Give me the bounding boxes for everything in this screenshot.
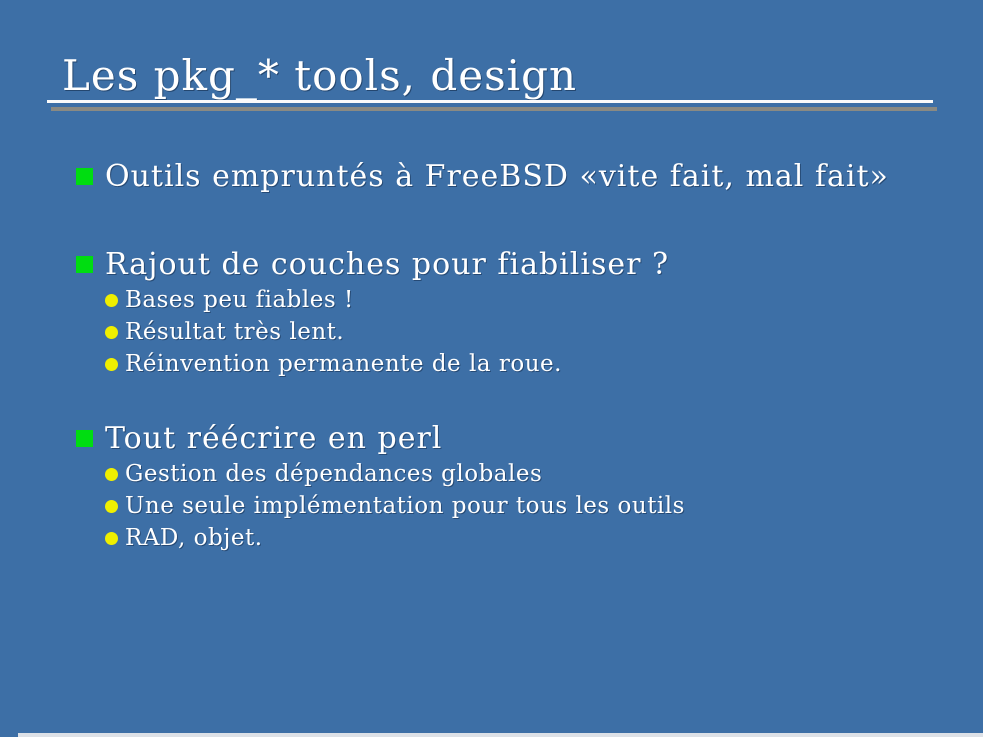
sub-bullet-label: Gestion des dépendances globales — [125, 461, 543, 487]
bullet-square-icon — [76, 256, 93, 273]
bullet-item — [76, 420, 442, 456]
bullet-dot-icon — [105, 358, 118, 371]
sub-bullet-label: Réinvention permanente de la roue. — [125, 351, 562, 377]
sub-bullet-item — [105, 523, 263, 553]
bullet-square-icon — [76, 168, 93, 185]
sub-bullet-label: RAD, objet. — [125, 525, 263, 551]
bullet-item — [76, 246, 669, 282]
sub-bullet-label: Résultat très lent. — [125, 319, 345, 345]
bullet-dot-icon — [105, 532, 118, 545]
bullet-dot-icon — [105, 468, 118, 481]
slide-title: Les pkg_* tools, design — [62, 51, 578, 100]
bullet-item — [76, 158, 889, 194]
sub-bullet-item — [105, 459, 542, 489]
sub-bullet-item — [105, 285, 354, 315]
bullet-label: Tout réécrire en perl — [105, 420, 443, 456]
sub-bullet-label: Une seule implémentation pour tous les outils — [125, 493, 685, 519]
sub-bullet-item — [105, 349, 562, 379]
title-underline-rule-shadow — [51, 107, 937, 111]
sub-bullet-label: Bases peu fiables ! — [125, 287, 354, 313]
bullet-label: Outils empruntés à FreeBSD «vite fait, mal fait» — [105, 158, 889, 194]
bullet-dot-icon — [105, 500, 118, 513]
bullet-dot-icon — [105, 294, 118, 307]
title-underline-rule — [47, 100, 933, 103]
bullet-label: Rajout de couches pour fiabiliser ? — [105, 246, 670, 282]
slide-bottom-edge — [18, 733, 983, 737]
sub-bullet-item — [105, 317, 344, 347]
bullet-square-icon — [76, 430, 93, 447]
bullet-dot-icon — [105, 326, 118, 339]
sub-bullet-item — [105, 491, 685, 521]
